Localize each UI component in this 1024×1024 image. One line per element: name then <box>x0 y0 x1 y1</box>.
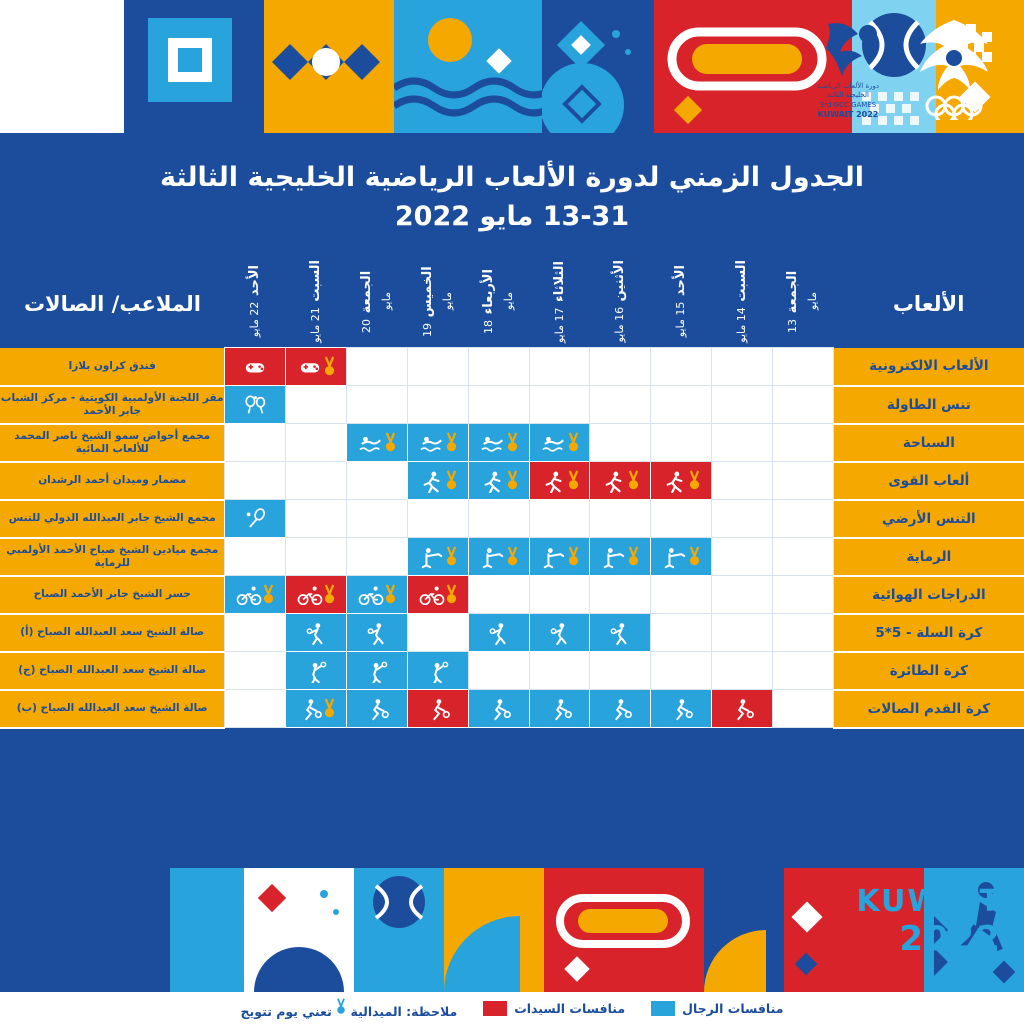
arc-icon <box>170 868 244 992</box>
medal-icon <box>568 432 579 454</box>
banner-tile-ornament <box>264 0 394 133</box>
banner-tile-diamond <box>542 0 654 133</box>
athletics-icon <box>419 469 445 493</box>
header-date-3 <box>590 260 651 348</box>
schedule-cell <box>225 462 286 500</box>
schedule-cell <box>529 424 590 462</box>
footer-tile-yellow <box>444 868 544 992</box>
schedule-cell <box>772 386 833 424</box>
medal-icon <box>324 584 335 606</box>
schedule-cell <box>590 576 651 614</box>
venue-cell: صالة الشيخ سعد العبدالله الصباح (أ) <box>0 614 225 652</box>
legend-men <box>651 1001 783 1016</box>
medal-icon <box>446 432 457 454</box>
banner-tile-sea <box>394 0 542 133</box>
legend-women-swatch <box>483 1001 507 1016</box>
schedule-cell <box>529 462 590 500</box>
schedule-cell <box>407 386 468 424</box>
swimming-icon <box>541 431 567 455</box>
basketball-icon <box>486 621 512 645</box>
cycling-icon <box>419 583 445 607</box>
schedule-cell <box>407 348 468 386</box>
table-row <box>0 652 1024 690</box>
arc-icon <box>704 868 784 992</box>
schedule-cell <box>712 348 773 386</box>
header-dayname: الأحد <box>247 265 263 297</box>
legend-women <box>483 1001 625 1016</box>
footer-tile-ball <box>354 868 444 992</box>
schedule-cell <box>286 424 347 462</box>
schedule-cell <box>347 614 408 652</box>
schedule-cell <box>590 614 651 652</box>
header-sports: الألعاب <box>833 260 1024 348</box>
title-line-1: الجدول الزمني لدورة الألعاب الرياضية الخليجية الثالثة <box>159 161 865 193</box>
header-date-7 <box>347 260 408 348</box>
athletics-icon <box>480 469 506 493</box>
schedule-cell <box>712 690 773 728</box>
sport-name-cell: الرماية <box>833 538 1024 576</box>
footer-tile-blue <box>704 868 784 992</box>
dome-icon <box>244 868 354 992</box>
schedule-cell <box>651 386 712 424</box>
legend-men-label: منافسات الرجال <box>682 1000 784 1016</box>
table-row <box>0 386 1024 424</box>
medal-icon <box>336 998 346 1016</box>
schedule-cell <box>407 462 468 500</box>
schedule-cell <box>468 424 529 462</box>
schedule-cell <box>468 348 529 386</box>
table-row <box>0 424 1024 462</box>
schedule-cell <box>347 386 408 424</box>
schedule-cell <box>468 462 529 500</box>
schedule-cell <box>347 538 408 576</box>
header-dayname: الأحد <box>673 265 689 297</box>
header-dayname: الثلاثاء <box>551 260 567 302</box>
basketball-icon <box>364 621 390 645</box>
schedule-cell <box>407 538 468 576</box>
legend-bar <box>0 992 1024 1024</box>
schedule-cell <box>286 462 347 500</box>
schedule-cell <box>712 462 773 500</box>
legend-men-swatch <box>651 1001 675 1016</box>
header-dayname: الجمعة <box>359 270 375 314</box>
athletics-icon <box>601 469 627 493</box>
schedule-cell <box>468 500 529 538</box>
schedule-cell <box>651 538 712 576</box>
header-daydate: 15 مايو <box>674 302 688 338</box>
schedule-cell <box>712 652 773 690</box>
schedule-cell <box>225 576 286 614</box>
kuwait-2022-wordmark <box>856 884 1002 959</box>
legend-medal-note <box>241 998 458 1019</box>
schedule-cell <box>286 652 347 690</box>
schedule-cell <box>407 614 468 652</box>
schedule-cell <box>407 500 468 538</box>
basketball-icon <box>303 621 329 645</box>
medal-icon <box>507 546 518 568</box>
schedule-cell <box>468 690 529 728</box>
futsal-icon <box>297 697 323 721</box>
sun-sea-icon <box>394 0 542 133</box>
schedule-cell <box>347 576 408 614</box>
table-row <box>0 500 1024 538</box>
schedule-cell <box>286 386 347 424</box>
legend-women-label: منافسات السيدات <box>514 1000 626 1016</box>
schedule-cell <box>529 576 590 614</box>
schedule-cell <box>286 690 347 728</box>
medal-icon <box>507 432 518 454</box>
volleyball-icon <box>364 659 390 683</box>
schedule-cell <box>772 538 833 576</box>
table-row <box>0 348 1024 386</box>
header-dayname: الخميس <box>419 266 435 318</box>
cycling-icon <box>297 583 323 607</box>
venue-cell: مضمار وميدان أحمد الرشدان <box>0 462 225 500</box>
footer-tile-track <box>544 868 704 992</box>
header-date-5 <box>468 260 529 348</box>
diamond-icon <box>542 0 654 133</box>
schedule-cell <box>529 386 590 424</box>
svg-text:الخليجية الثالثة: الخليجية الثالثة <box>827 91 869 99</box>
schedule-cell <box>407 690 468 728</box>
schedule-cell <box>468 386 529 424</box>
banner-tile-blank <box>0 0 124 133</box>
volleyball-icon <box>303 659 329 683</box>
page-title <box>0 133 1024 260</box>
header-date-8 <box>286 260 347 348</box>
quarter-circle-icon <box>444 868 544 992</box>
schedule-cell <box>651 652 712 690</box>
venue-cell: مجمع الشيخ جابر العبدالله الدولي للتنس <box>0 500 225 538</box>
schedule-cell <box>772 348 833 386</box>
kuwait-olympic-committee-emblem-icon <box>906 14 1002 120</box>
sport-name-cell: كرة السلة - 5*5 <box>833 614 1024 652</box>
schedule-cell <box>712 500 773 538</box>
medal-icon <box>507 470 518 492</box>
table-header-row <box>0 260 1024 348</box>
svg-text:3rd GCC GAMES: 3rd GCC GAMES <box>819 101 877 109</box>
esports-icon <box>297 355 323 379</box>
schedule-cell <box>347 690 408 728</box>
volleyball-icon <box>425 659 451 683</box>
ornament-icon <box>264 0 394 133</box>
schedule-table-container <box>0 260 1024 729</box>
brand-year: 2022 <box>899 919 1002 959</box>
schedule-cell <box>468 614 529 652</box>
schedule-cell <box>407 576 468 614</box>
schedule-cell <box>590 500 651 538</box>
schedule-cell <box>651 424 712 462</box>
schedule-cell <box>712 386 773 424</box>
header-dayname: الأربعاء <box>480 269 496 315</box>
shooting-icon <box>419 545 445 569</box>
brand-name: KUWAIT <box>856 884 1002 919</box>
svg-text:دورة الألعاب الرياضية: دورة الألعاب الرياضية <box>817 82 879 90</box>
header-date-6 <box>407 260 468 348</box>
futsal-icon <box>486 697 512 721</box>
schedule-cell <box>529 538 590 576</box>
schedule-cell <box>286 500 347 538</box>
header-daydate: 20 مايو <box>360 292 394 333</box>
header-dayname: الأثنين <box>612 260 628 302</box>
header-daydate: 14 مايو <box>734 307 748 343</box>
header-daydate: 19 مايو <box>420 292 454 337</box>
schedule-cell <box>529 614 590 652</box>
sport-name-cell: الألعاب الالكترونية <box>833 348 1024 386</box>
cycling-icon <box>236 583 262 607</box>
medal-icon <box>628 546 639 568</box>
futsal-icon <box>668 697 694 721</box>
header-dayname: السبت <box>308 260 324 302</box>
header-daydate: 22 مايو <box>248 302 262 338</box>
schedule-cell <box>590 386 651 424</box>
schedule-cell <box>225 386 286 424</box>
shooting-icon <box>662 545 688 569</box>
stadium-track-icon <box>544 868 704 992</box>
schedule-cell <box>772 652 833 690</box>
medal-icon <box>385 584 396 606</box>
schedule-cell <box>407 424 468 462</box>
header-daydate: 16 مايو <box>613 307 627 343</box>
venue-cell: مجمع ميادين الشيخ صباح الأحمد الأولمبي للرماية <box>0 538 225 576</box>
table-row <box>0 690 1024 728</box>
sport-name-cell: ألعاب القوى <box>833 462 1024 500</box>
footer-tile-brand <box>0 868 170 992</box>
venue-cell: جسر الشيخ جابر الأحمد الصباح <box>0 576 225 614</box>
basketball-icon <box>547 621 573 645</box>
footer-tile-cyan <box>170 868 244 992</box>
schedule-cell <box>286 348 347 386</box>
swimming-icon <box>419 431 445 455</box>
schedule-cell <box>407 652 468 690</box>
shooting-icon <box>601 545 627 569</box>
schedule-cell <box>529 652 590 690</box>
schedule-cell <box>651 348 712 386</box>
schedule-cell <box>529 690 590 728</box>
schedule-cell <box>590 424 651 462</box>
venue-cell: مجمع أحواض سمو الشيخ ناصر المحمد للألعاب المائية <box>0 424 225 462</box>
schedule-cell <box>651 500 712 538</box>
medal-icon <box>446 546 457 568</box>
venue-cell: مقر اللجنة الأولمبية الكويتية - مركز الشباب جابر الأحمد <box>0 386 225 424</box>
schedule-cell <box>286 614 347 652</box>
legend-note-label: ملاحظة: الميدالية تعني يوم تتويج <box>241 998 458 1019</box>
tennis-icon <box>242 507 268 531</box>
gcc-games-emblem-icon <box>800 18 896 118</box>
esports-icon <box>242 355 268 379</box>
schedule-cell <box>772 614 833 652</box>
schedule-cell <box>651 462 712 500</box>
schedule-cell <box>712 614 773 652</box>
schedule-cell <box>651 690 712 728</box>
schedule-cell <box>468 652 529 690</box>
header-date-9 <box>225 260 286 348</box>
futsal-icon <box>364 697 390 721</box>
schedule-cell <box>286 576 347 614</box>
table-row <box>0 614 1024 652</box>
banner-tile-square <box>124 0 264 133</box>
square-frame-icon <box>124 0 264 133</box>
schedule-cell <box>347 500 408 538</box>
schedule-cell <box>712 424 773 462</box>
medal-icon <box>628 470 639 492</box>
schedule-cell <box>286 538 347 576</box>
swimming-icon <box>358 431 384 455</box>
schedule-cell <box>225 538 286 576</box>
sport-name-cell: التنس الأرضي <box>833 500 1024 538</box>
sport-name-cell: كرة القدم الصالات <box>833 690 1024 728</box>
svg-text:KUWAIT 2022: KUWAIT 2022 <box>817 110 879 118</box>
sport-name-cell: الدراجات الهوائية <box>833 576 1024 614</box>
schedule-cell <box>468 576 529 614</box>
header-dayname: الجمعة <box>784 270 800 314</box>
header-daydate: 21 مايو <box>309 307 323 343</box>
header-date-2 <box>651 260 712 348</box>
header-dayname: السبت <box>733 260 749 302</box>
venue-cell: صالة الشيخ سعد العبدالله الصباح (ج) <box>0 652 225 690</box>
legend-medal-glyph <box>336 1004 346 1019</box>
medal-icon <box>689 546 700 568</box>
header-date-4 <box>529 260 590 348</box>
header-date-0 <box>772 260 833 348</box>
header-daydate: 18 مايو <box>481 292 515 334</box>
schedule-cell <box>590 538 651 576</box>
cycling-icon <box>358 583 384 607</box>
venue-cell: صالة الشيخ سعد العبدالله الصباح (ب) <box>0 690 225 728</box>
footer-tile-white <box>244 868 354 992</box>
schedule-cell <box>590 652 651 690</box>
futsal-icon <box>607 697 633 721</box>
futsal-icon <box>425 697 451 721</box>
header-daydate: 13 مايو <box>785 292 819 333</box>
schedule-cell <box>651 614 712 652</box>
schedule-cell <box>347 424 408 462</box>
schedule-cell <box>772 576 833 614</box>
schedule-cell <box>772 690 833 728</box>
futsal-icon <box>547 697 573 721</box>
header-date-1 <box>712 260 773 348</box>
medal-icon <box>568 546 579 568</box>
medal-icon <box>568 470 579 492</box>
schedule-cell <box>347 462 408 500</box>
medal-icon <box>324 356 335 378</box>
athletics-icon <box>662 469 688 493</box>
schedule-table-body <box>0 348 1024 728</box>
schedule-cell <box>225 614 286 652</box>
basketball-icon <box>607 621 633 645</box>
athletics-icon <box>541 469 567 493</box>
sport-name-cell: تنس الطاولة <box>833 386 1024 424</box>
venue-cell: فندق كراون بلازا <box>0 348 225 386</box>
schedule-cell <box>529 348 590 386</box>
medal-icon <box>324 698 335 720</box>
schedule-table <box>0 260 1024 729</box>
header-venue: الملاعب/ الصالات <box>0 260 225 348</box>
schedule-cell <box>347 348 408 386</box>
schedule-cell <box>590 348 651 386</box>
medal-icon <box>263 584 274 606</box>
shooting-icon <box>480 545 506 569</box>
schedule-cell <box>225 424 286 462</box>
medal-icon <box>446 584 457 606</box>
schedule-cell <box>772 462 833 500</box>
shooting-icon <box>541 545 567 569</box>
table-row <box>0 538 1024 576</box>
sport-name-cell: السباحة <box>833 424 1024 462</box>
schedule-cell <box>590 462 651 500</box>
schedule-cell <box>529 500 590 538</box>
medal-icon <box>446 470 457 492</box>
schedule-cell <box>712 538 773 576</box>
medal-icon <box>689 470 700 492</box>
schedule-cell <box>468 538 529 576</box>
ball-icon <box>354 868 444 992</box>
schedule-cell <box>772 500 833 538</box>
schedule-cell <box>347 652 408 690</box>
schedule-cell <box>225 652 286 690</box>
schedule-cell <box>772 424 833 462</box>
header-daydate: 17 مايو <box>552 307 566 343</box>
table-tennis-icon <box>242 393 268 417</box>
schedule-cell <box>590 690 651 728</box>
table-row <box>0 576 1024 614</box>
futsal-icon <box>729 697 755 721</box>
schedule-cell <box>712 576 773 614</box>
sport-name-cell: كرة الطائرة <box>833 652 1024 690</box>
title-line-2: 13-31 مايو 2022 <box>394 200 630 232</box>
schedule-cell <box>651 576 712 614</box>
table-row <box>0 462 1024 500</box>
schedule-cell <box>225 500 286 538</box>
medal-icon <box>385 432 396 454</box>
schedule-cell <box>225 690 286 728</box>
swimming-icon <box>480 431 506 455</box>
schedule-cell <box>225 348 286 386</box>
